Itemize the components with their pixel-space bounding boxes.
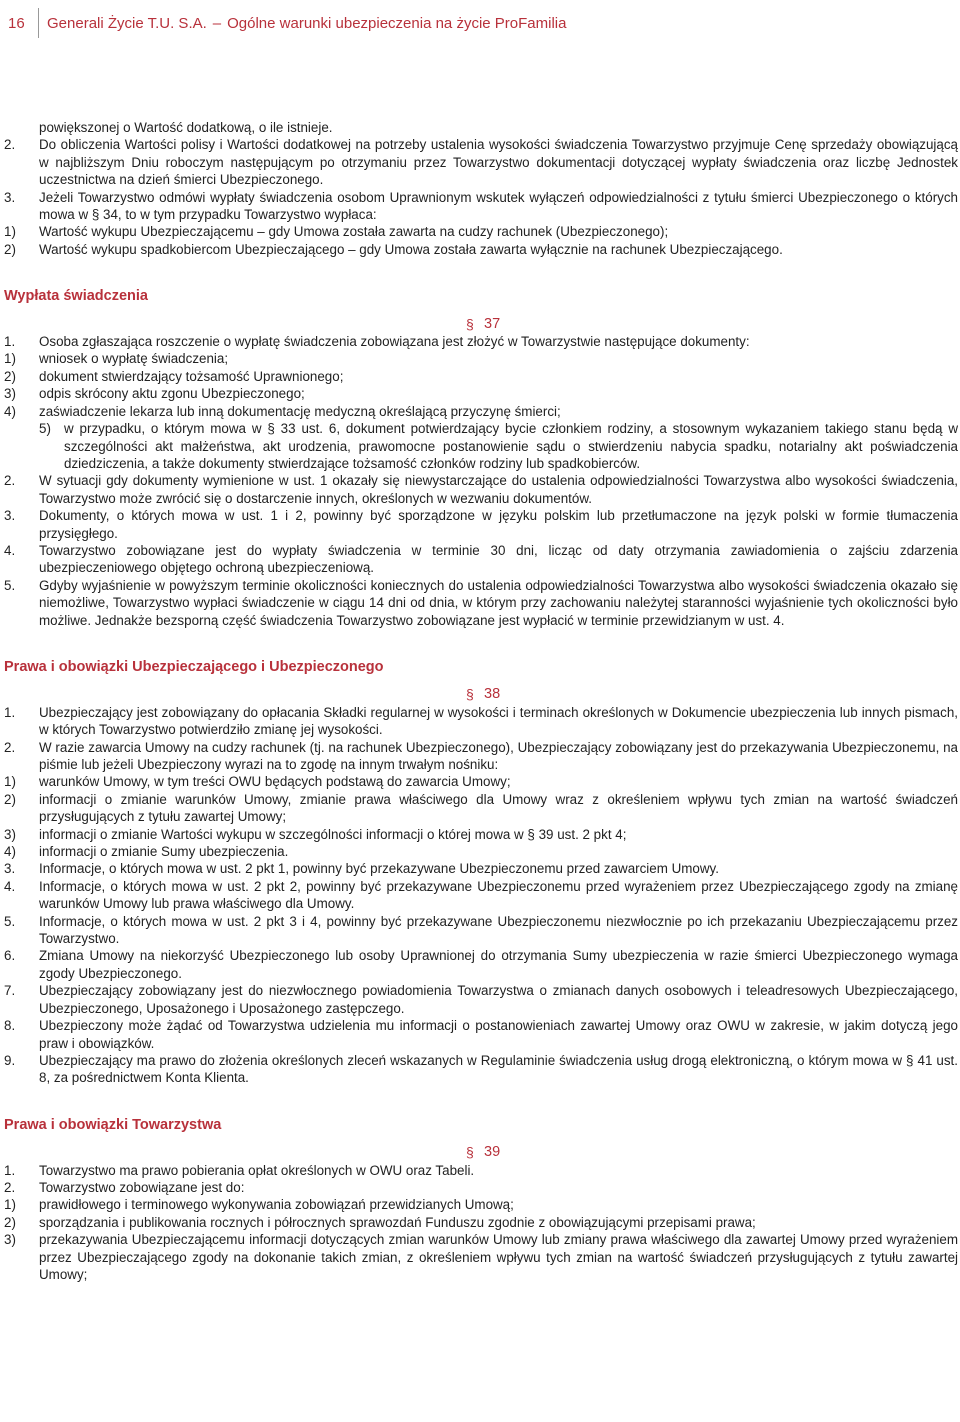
paragraph-number: 4.: [4, 542, 16, 558]
paragraph-number: 3.: [4, 508, 16, 524]
paragraph-number: 7.: [4, 983, 16, 999]
page-number: 16: [8, 14, 25, 32]
paragraph-text: Do obliczenia Wartości polisy i Wartości dodatkowej na potrzeby ustalenia wysokości świadczenia Towarzystwo przyjmuje Cenę sprzedaży obowiązującą w najbliższym Dniu roboczym następującym po otrzymaniu przez Towarzystwo dokumentacji dotyczącej wypłaty świadczenia oraz liczbę Jednostek uczestnictwa na dzień śmierci Ubezpieczonego.: [39, 137, 958, 188]
list-item: [4, 403, 958, 420]
paragraph-text: Ubezpieczający ma prawo do złożenia określonych zleceń wskazanych w Regulaminie świadczenia usług drogą elektroniczną, o którym mowa w § 41 ust. 8, za pośrednictwem Konta Klienta.: [39, 1052, 958, 1086]
item-text: Wartość wykupu Ubezpieczającemu – gdy Umowa została zawarta na cudzy rachunek (Ubezpieczonego);: [39, 224, 669, 240]
section-number: 37: [484, 315, 501, 332]
section-number: 39: [484, 1144, 501, 1161]
section-number-38: [4, 686, 958, 703]
paragraph: [4, 947, 958, 982]
item-number: 1): [4, 1197, 16, 1213]
paragraph-1: [4, 704, 958, 739]
item-number: 3): [4, 386, 16, 402]
paragraph-text: Towarzystwo ma prawo pobierania opłat określonych w OWU oraz Tabeli.: [39, 1162, 475, 1178]
item-text: odpis skrócony aktu zgonu Ubezpieczonego;: [39, 386, 305, 402]
list-item: [4, 368, 958, 385]
paragraph-number: 2.: [4, 137, 16, 153]
section-number-37: [4, 316, 958, 333]
paragraph-number: 6.: [4, 948, 16, 964]
paragraph-number: 9.: [4, 1052, 16, 1068]
list-item: [4, 241, 958, 258]
item-text: przekazywania Ubezpieczającemu informacji dotyczących zmian warunków Umowy lub zmiany prawa właściwego dla zawartej Umowy przed wyrażeniem przez Ubezpieczającego zgody na dokonanie takich zmian, z określeniem wpływu tych zmian na wartość świadczeń przysługujących z tytułu zawartej Umowy;: [39, 1232, 958, 1282]
item-number: 1): [4, 351, 16, 367]
paragraph: [4, 860, 958, 877]
paragraph-text: Informacje, o których mowa w ust. 2 pkt 2, powinny być przekazywane Ubezpieczonemu przed wyrażeniem przez Ubezpieczającego zgody na zmianę warunków Umowy lub prawa właściwego dla Umowy.: [39, 878, 958, 912]
company-name: Generali Życie T.U. S.A.: [47, 14, 207, 32]
paragraph: [4, 577, 958, 629]
section-sign: §: [466, 686, 474, 703]
continued-paragraph: [4, 119, 958, 136]
list-item: [4, 420, 958, 472]
section-number-39: [4, 1144, 958, 1161]
paragraph-number: 3.: [4, 861, 16, 877]
item-text: zaświadczenie lekarza lub inną dokumentację medyczną określającą przyczynę śmierci;: [39, 403, 561, 419]
item-number: 3): [4, 1232, 16, 1248]
item-text: informacji o zmianie Sumy ubezpieczenia.: [39, 844, 289, 860]
item-number: 3): [4, 826, 16, 842]
item-text: w przypadku, o którym mowa w § 33 ust. 6, dokument potwierdzający bycie członkiem rodziny, a stosownym wykazaniem takiego stanu będą w szczególności akt małżeństwa, akt urodzenia, prawomocne postanowienie sądu o stwierdzeniu nabycia spadku, notarialny akt poświadczenia dziedziczenia, a także dokumenty stwierdzające tożsamość członków rodziny lub spadkobierców.: [64, 421, 958, 471]
paragraph-number: 1.: [4, 1162, 16, 1178]
section-heading-policyholder-rights: Prawa i obowiązki Ubezpieczającego i Ubezpieczonego: [4, 658, 384, 675]
list-item: [4, 791, 958, 826]
section-heading-payout: Wypłata świadczenia: [4, 288, 148, 305]
paragraph-text: Ubezpieczający jest zobowiązany do opłacania Składki regularnej w wysokości i terminach określonych w Dokumencie ubezpieczenia lub innych pismach, w których Towarzystwo potwierdziło zmianę jej wysokości.: [39, 704, 958, 738]
list-item: [4, 1231, 958, 1283]
section-heading-insurer-rights: Prawa i obowiązki Towarzystwa: [4, 1116, 222, 1133]
paragraph-2-items: [4, 773, 958, 860]
item-text: dokument stwierdzający tożsamość Uprawnionego;: [39, 368, 344, 384]
list-item: [4, 1196, 958, 1213]
item-number: 1): [4, 774, 16, 790]
item-number: 2): [4, 1214, 16, 1230]
paragraph-text: Gdyby wyjaśnienie w powyższym terminie okoliczności koniecznych do ustalenia odpowiedzialności Towarzystwa albo wysokości świadczenia okazało się niemożliwe, Towarzystwo wypłaci świadczenie w ciągu 14 dni od dnia, w którym przy zachowaniu należytej staranności wyjaśnienie tych okoliczności było możliwe. Jednakże bezsporną część świadczenia Towarzystwo zobowiązane jest wypłacić w terminie przewidzianym w ust. 4.: [39, 577, 958, 628]
section-sign: §: [466, 315, 474, 332]
paragraph-text: Towarzystwo zobowiązane jest do:: [39, 1179, 245, 1195]
paragraph-number: 5.: [4, 913, 16, 929]
paragraph-text: Ubezpieczony może żądać od Towarzystwa udzielenia mu informacji o postanowieniach zawartej Umowy oraz OWU w zakresie, w jakim dotyczą jego praw i obowiązków.: [39, 1018, 958, 1051]
item-number: 4): [4, 403, 16, 419]
list-item: [4, 223, 958, 240]
paragraph: [4, 878, 958, 913]
item-number: 2): [4, 791, 16, 807]
paragraph: [4, 1017, 958, 1052]
item-text: sporządzania i publikowania rocznych i półrocznych sprawozdań Funduszu zgodnie z obowiązującymi przepisami prawa;: [39, 1214, 756, 1230]
item-text: warunków Umowy, w tym treści OWU będących podstawą do zawarcia Umowy;: [39, 774, 511, 790]
paragraph-number: 4.: [4, 878, 16, 894]
header-separator: –: [212, 14, 222, 32]
document-body: [4, 119, 958, 1283]
paragraph-text: Towarzystwo zobowiązane jest do wypłaty świadczenia w terminie 30 dni, licząc od daty otrzymania zawiadomienia o zajściu zdarzenia ubezpieczeniowego objętego ochroną ubezpieczeniową.: [39, 542, 958, 576]
paragraph-number: 1.: [4, 704, 16, 720]
paragraph-2: [4, 1179, 958, 1196]
paragraph: [4, 913, 958, 948]
item-number: 2): [4, 241, 16, 257]
paragraph-number: 5.: [4, 577, 16, 593]
header-divider: [38, 8, 39, 38]
paragraph-number: 1.: [4, 334, 16, 350]
list-item: [4, 350, 958, 367]
list-item: [4, 843, 958, 860]
paragraph-text: Jeżeli Towarzystwo odmówi wypłaty świadczenia osobom Uprawnionym wskutek wyłączeń odpowiedzialności z tytułu śmierci Ubezpieczonego o których mowa w § 34, to w tym przypadku Towarzystwo wypłaca:: [39, 189, 958, 223]
item-number: 2): [4, 368, 16, 384]
paragraph-1: [4, 1162, 958, 1179]
paragraph-text: powiększonej o Wartość dodatkową, o ile istnieje.: [39, 120, 333, 135]
paragraph-text: Informacje, o których mowa w ust. 2 pkt 3 i 4, powinny być przekazywane Ubezpieczonemu niezwłocznie po ich przekazaniu Ubezpieczającemu przez Towarzystwo.: [39, 913, 958, 947]
paragraph-text: Dokumenty, o których mowa w ust. 1 i 2, powinny być sporządzone w języku polskim lub przetłumaczone na język polski w formie tłumaczenia przysięgłego.: [39, 508, 958, 541]
paragraph: [4, 982, 958, 1017]
item-number: 1): [4, 224, 16, 240]
paragraph-number: 2.: [4, 473, 16, 489]
document-title: Ogólne warunki ubezpieczenia na życie ProFamilia: [227, 14, 567, 32]
paragraph-2: [4, 739, 958, 774]
paragraph-1: [4, 333, 958, 350]
paragraph-text: Osoba zgłaszająca roszczenie o wypłatę świadczenia zobowiązana jest złożyć w Towarzystwie następujące dokumenty:: [39, 334, 750, 350]
paragraph-text: W sytuacji gdy dokumenty wymienione w ust. 1 okazały się niewystarczające do ustalenia odpowiedzialności Towarzystwa albo wysokości świadczenia, Towarzystwo może zwrócić się o dostarczenie innych, określonych w wezwaniu dokumentów.: [39, 473, 958, 506]
item-text: prawidłowego i terminowego wykonywania zobowiązań przewidzianych Umową;: [39, 1197, 514, 1213]
paragraph-2: [4, 136, 958, 188]
paragraph-text: Informacje, o których mowa w ust. 2 pkt 1, powinny być przekazywane Ubezpieczonemu przed zawarciem Umowy.: [39, 861, 719, 877]
item-text: informacji o zmianie warunków Umowy, zmianie prawa właściwego dla Umowy wraz z określeniem wpływu tych zmian na wartość świadczeń przysługujących z tytułu zawartej Umowy;: [39, 791, 958, 825]
item-number: 4): [4, 844, 16, 860]
item-text: informacji o zmianie Wartości wykupu w szczególności informacji o której mowa w § 39 ust. 2 pkt 4;: [39, 826, 627, 842]
paragraph: [4, 507, 958, 542]
paragraph: [4, 472, 958, 507]
item-text: Wartość wykupu spadkobiercom Ubezpieczającego – gdy Umowa została zawarta wyłącznie na rachunek Ubezpieczającego.: [39, 241, 783, 257]
paragraph-2-items: [4, 1196, 958, 1283]
paragraph-3-items: [4, 223, 958, 258]
paragraph-3: [4, 189, 958, 224]
paragraph: [4, 1052, 958, 1087]
item-text: wniosek o wypłatę świadczenia;: [39, 351, 229, 367]
paragraph-1-items: [4, 350, 958, 472]
list-item: [4, 773, 958, 790]
list-item: [4, 1214, 958, 1231]
section-number: 38: [484, 686, 501, 703]
page-header: [8, 8, 566, 38]
paragraph-number: 3.: [4, 189, 16, 205]
list-item: [4, 826, 958, 843]
item-number: 5): [39, 421, 51, 437]
paragraph-text: Ubezpieczający zobowiązany jest do niezwłocznego powiadomienia Towarzystwa o zmianach danych osobowych i teleadresowych Ubezpieczającego, Ubezpieczonego, Uposażonego i Uposażonego zastępczego.: [39, 983, 958, 1016]
paragraph: [4, 542, 958, 577]
paragraph-text: W razie zawarcia Umowy na cudzy rachunek (tj. na rachunek Ubezpieczonego), Ubezpieczający zobowiązany jest do przekazywania Ubezpieczonemu, na piśmie lub jeżeli Ubezpieczony wyrazi na to zgodę na innym trwałym nośniku:: [39, 739, 958, 772]
paragraph-number: 2.: [4, 739, 16, 755]
paragraph-number: 8.: [4, 1018, 16, 1034]
paragraph-number: 2.: [4, 1179, 16, 1195]
list-item: [4, 385, 958, 402]
paragraph-text: Zmiana Umowy na niekorzyść Ubezpieczonego lub osoby Uprawnionej do otrzymania Sumy ubezpieczenia w razie śmierci Ubezpieczonego wymaga zgody Ubezpieczonego.: [39, 948, 958, 981]
section-sign: §: [466, 1144, 474, 1161]
